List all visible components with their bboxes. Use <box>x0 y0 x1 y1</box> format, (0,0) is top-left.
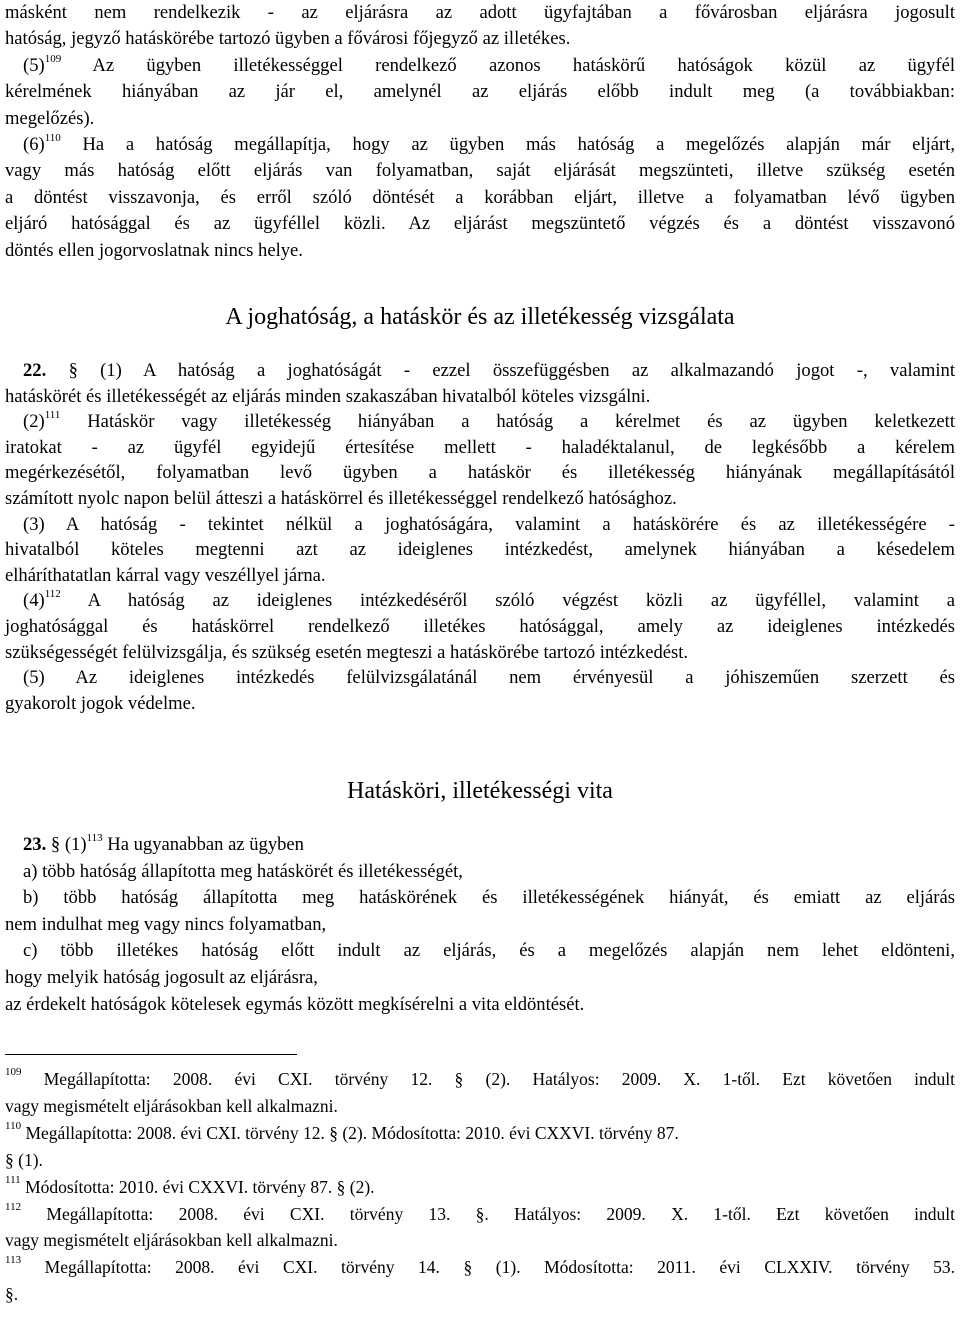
footnote-reference: 110 <box>44 131 61 144</box>
footnote-line <box>5 1094 955 1118</box>
text-line <box>23 885 955 911</box>
text-line <box>23 859 955 885</box>
section-heading-jurisdiction: A joghatóság, a hatáskör és az illetékesség vizsgálata <box>225 304 735 330</box>
text-line <box>5 211 955 237</box>
line-text: hatóság, jegyző hatáskörébe tartozó ügyben a fővárosi főjegyző az illetékes. <box>5 28 571 50</box>
line-text: szükségességét felülvizsgálja, és szükség esetén megteszi a hatáskörébe tartozó intézkedést. <box>5 641 689 663</box>
text-line <box>5 0 955 26</box>
footnote-reference: 112 <box>44 588 61 601</box>
text-line <box>23 938 955 964</box>
footnote-line <box>5 1067 955 1091</box>
line-text: a döntést visszavonja, és erről szóló döntését a korábban eljárt, illetve a folyamatban lévő ügyben <box>5 186 955 208</box>
line-text: Az ügyben illetékességgel rendelkező azonos hatáskörű hatóságok közül az ügyfél <box>61 54 955 76</box>
footnote-line <box>5 1148 955 1172</box>
text-line <box>5 691 955 717</box>
text-line <box>5 384 955 410</box>
section-heading-dispute: Hatásköri, illetékességi vita <box>347 778 613 804</box>
line-text: § (1). <box>5 1149 43 1170</box>
footnote-line <box>5 1121 955 1145</box>
line-text: Megállapította: 2008. évi CXI. törvény 13. §. Hatályos: 2009. X. 1-től. Ezt követően indult <box>21 1203 955 1224</box>
line-text: számított nyolc napon belül átteszi a hatáskörrel és illetékességgel rendelkező hatósághoz. <box>5 488 677 509</box>
footnote-line <box>5 1255 955 1279</box>
text-line <box>23 512 955 538</box>
line-text: b) több hatóság állapította meg hatáskörének és illetékességének hiányát, és emiatt az eljárás <box>23 887 955 909</box>
line-text: Módosította: 2010. évi CXXVI. törvény 87. § (2). <box>20 1176 375 1197</box>
line-text: eljáró hatósággal és az ügyféllel közli. Az eljárást megszüntető végzés és a döntést visszavonó <box>5 213 955 235</box>
text-line <box>5 26 955 52</box>
text-line <box>5 79 955 105</box>
text-line <box>5 965 955 991</box>
line-text: vagy más hatóság előtt eljárás van folyamatban, saját eljárását megszünteti, illetve szükség esetén <box>5 160 955 182</box>
line-text: Ha ugyanabban az ügyben <box>102 834 304 855</box>
line-text: gyakorolt jogok védelme. <box>5 692 196 714</box>
text-line <box>5 486 955 512</box>
footnote-reference: 110 <box>5 1119 22 1132</box>
line-text: Ha a hatóság megállapítja, hogy az ügyben más hatóság a megelőzés alapján már eljárt, <box>60 134 955 155</box>
section-number: 23. <box>23 834 47 855</box>
footnote-line <box>5 1175 955 1199</box>
line-text: megelőzés). <box>5 107 95 129</box>
paragraph-number: § (1) <box>46 834 87 855</box>
text-line <box>23 409 955 435</box>
text-line <box>5 185 955 211</box>
line-text: Megállapította: 2008. évi CXI. törvény 12. § (2). Módosította: 2010. évi CXXVI. törvény 87. <box>21 1122 679 1143</box>
line-text: döntés ellen jogorvoslatnak nincs helye. <box>5 239 303 261</box>
line-text: joghatósággal és hatáskörrel rendelkező illetékes hatósággal, amely az ideiglenes intézkedés <box>5 616 955 637</box>
paragraph-number: (2) <box>23 411 45 433</box>
line-text: c) több illetékes hatóság előtt indult az eljárás, és a megelőzés alapján nem lehet eldönteni, <box>23 940 955 962</box>
paragraph-number: (6) <box>23 134 45 155</box>
text-line <box>5 435 955 461</box>
footnote-reference: 109 <box>5 1066 22 1079</box>
text-line <box>5 640 955 666</box>
line-text: elháríthatatlan kárral vagy veszéllyel járna. <box>5 564 326 586</box>
line-text: kérelmének hiányában az jár el, amelynél az eljárás előbb indult meg (a továbbiakban: <box>5 81 955 103</box>
text-line <box>5 460 955 486</box>
line-text: a) több hatóság állapította meg hatáskörét és illetékességét, <box>23 860 463 882</box>
text-line <box>5 106 955 132</box>
footnote-line <box>5 1282 955 1306</box>
line-text: megérkezésétől, folyamatban levő ügyben a hatáskör és illetékesség hiányának megállapításától <box>5 462 955 484</box>
line-text: vagy megismételt eljárásokban kell alkalmazni. <box>5 1230 338 1251</box>
footnote-reference: 111 <box>44 409 61 421</box>
line-text: vagy megismételt eljárásokban kell alkalmazni. <box>5 1095 338 1116</box>
footnote-reference: 113 <box>5 1254 22 1267</box>
line-text: hatáskörét és illetékességét az eljárás minden szakaszában hivatalból köteles vizsgálni. <box>5 385 651 407</box>
footnote-reference: 109 <box>44 52 62 65</box>
text-line <box>23 588 955 614</box>
line-text: Megállapította: 2008. évi CXI. törvény 14. § (1). Módosította: 2011. évi CLXXIV. törvény 53. <box>21 1257 955 1278</box>
line-text: §. <box>5 1284 19 1305</box>
footnote-reference: 113 <box>86 831 103 844</box>
footnote-line <box>5 1202 955 1226</box>
footnote-reference: 112 <box>5 1200 22 1213</box>
text-line <box>5 238 955 264</box>
line-text: nem indulhat meg vagy nincs folyamatban, <box>5 913 327 935</box>
text-line <box>23 358 955 384</box>
text-line <box>23 832 955 858</box>
text-line <box>23 53 955 79</box>
text-line <box>5 912 955 938</box>
section-number: 22. <box>23 360 47 381</box>
line-text: az érdekelt hatóságok kötelesek egymás között megkísérelni a vita eldöntését. <box>5 993 585 1015</box>
paragraph-number: (5) <box>23 54 45 76</box>
footnote-line <box>5 1228 955 1252</box>
text-line <box>23 665 955 691</box>
text-line <box>5 614 955 640</box>
line-text: (3) A hatóság - tekintet nélkül a joghatóságára, valamint a hatáskörére és az illetékességére - <box>23 513 955 535</box>
line-text: (5) Az ideiglenes intézkedés felülvizsgálatánál nem érvényesül a jóhiszeműen szerzett és <box>23 667 955 689</box>
line-text: másként nem rendelkezik - az eljárásra az adott ügyfajtában a fővárosban eljárásra jogosult <box>5 2 955 23</box>
text-line <box>23 132 955 158</box>
footnote-reference: 111 <box>5 1173 21 1186</box>
footnote-separator <box>5 1054 297 1055</box>
line-text: Megállapította: 2008. évi CXI. törvény 12. § (2). Hatályos: 2009. X. 1-től. Ezt követően indult <box>21 1069 955 1089</box>
line-text: hivatalból köteles megtenni azt az ideiglenes intézkedést, amelynek hiányában a késedelem <box>5 539 955 561</box>
paragraph-number: (4) <box>23 590 45 612</box>
line-text: A hatóság az ideiglenes intézkedéséről szóló végzést közli az ügyféllel, valamint a <box>60 590 955 612</box>
line-text: iratokat - az ügyfél egyidejű értesítése mellett - haladéktalanul, de legkésőbb a kérelem <box>5 436 955 458</box>
line-text: hogy melyik hatóság jogosult az eljárásra, <box>5 967 318 988</box>
text-line <box>5 158 955 184</box>
text-line <box>5 992 955 1018</box>
line-text: Hatáskör vagy illetékesség hiányában a hatóság a kérelmet és az ügyben keletkezett <box>60 411 955 433</box>
text-line <box>5 537 955 563</box>
line-text: § (1) A hatóság a joghatóságát - ezzel összefüggésben az alkalmazandó jogot -, valamint <box>46 360 955 381</box>
text-line <box>5 563 955 589</box>
